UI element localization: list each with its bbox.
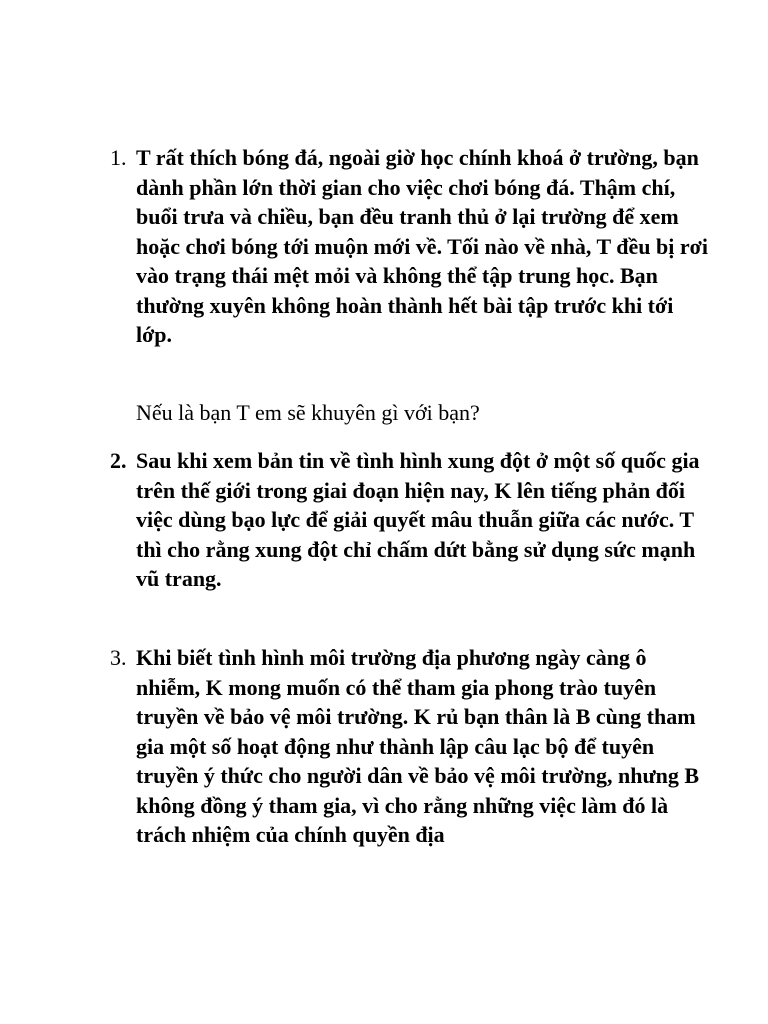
- list-number: 2.: [110, 448, 127, 473]
- list-number: 1.: [110, 145, 127, 170]
- list-item-text: T rất thích bóng đá, ngoài giờ học chính khoá ở trường, bạn dành phần lớn thời gian cho việc chơi bóng đá. Thậm chí, buổi trưa và chiều, bạn đều tranh thủ ở lại trường để xem hoặc chơi bóng tới muộn mới về. Tối nào về nhà, T đều bị rơi vào trạng thái mệt mỏi và không thể tập trung học. Bạn thường xuyên không hoàn thành hết bài tập trước khi tới lớp.: [136, 145, 708, 347]
- list-item-3: [110, 643, 710, 850]
- list-item-2: [110, 446, 710, 594]
- list-item-text: Sau khi xem bản tin về tình hình xung đột ở một số quốc gia trên thế giới trong giai đoạn hiện nay, K lên tiếng phản đối việc dùng bạo lực để giải quyết mâu thuẫn giữa các nước. T thì cho rằng xung đột chỉ chấm dứt bằng sử dụng sức mạnh vũ trang.: [136, 448, 700, 591]
- list-number: 3.: [110, 645, 127, 670]
- list-item-text: Khi biết tình hình môi trường địa phương ngày càng ô nhiễm, K mong muốn có thể tham gia phong trào tuyên truyền về bảo vệ môi trường. K rủ bạn thân là B cùng tham gia một số hoạt động như thành lập câu lạc bộ để tuyên truyền ý thức cho người dân về bảo vệ môi trường, nhưng B không đồng ý tham gia, vì cho rằng những việc làm đó là trách nhiệm của chính quyền địa: [136, 645, 700, 847]
- list-item-1: [110, 143, 710, 350]
- question-text: Nếu là bạn T em sẽ khuyên gì với bạn?: [136, 400, 480, 425]
